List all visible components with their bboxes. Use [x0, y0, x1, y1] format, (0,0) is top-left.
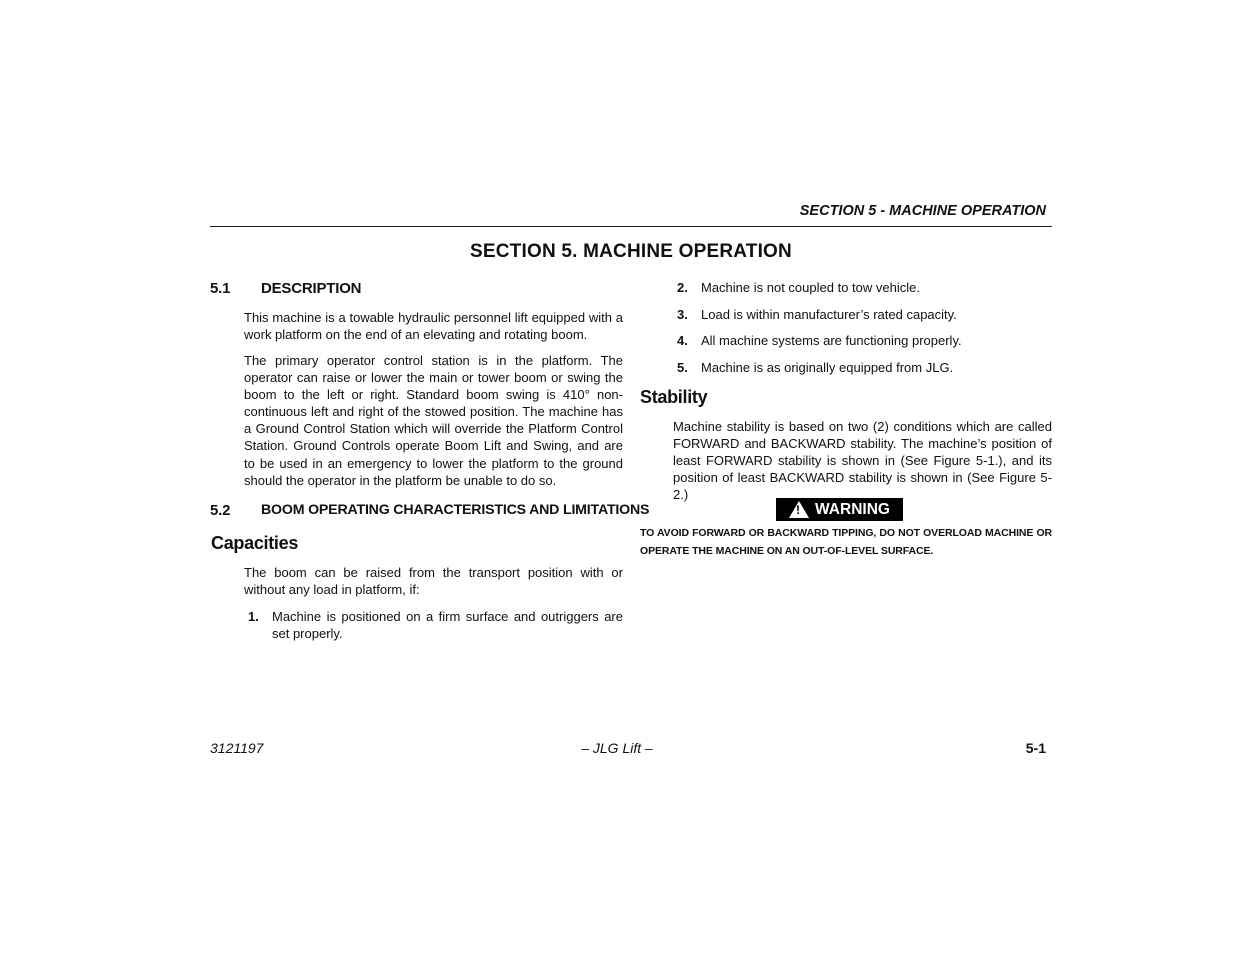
warning-label: WARNING [815, 500, 890, 518]
list-text: Machine is positioned on a firm surface and outriggers are set properly. [272, 609, 623, 642]
list-number: 5. [677, 360, 688, 375]
warning-triangle-icon: ! [789, 501, 809, 518]
footer-center: – JLG Lift – [581, 740, 653, 756]
list-number: 3. [677, 307, 688, 322]
heading-text: BOOM OPERATING CHARACTERISTICS AND LIMITATIONS [261, 502, 650, 518]
list-item [673, 332, 1052, 350]
list-item [673, 359, 1052, 377]
heading-text: DESCRIPTION [261, 280, 362, 297]
list-item [673, 279, 1052, 297]
running-header: SECTION 5 - MACHINE OPERATION [799, 203, 1046, 219]
heading-number: 5.1 [210, 280, 231, 297]
footer-page-number: 5-1 [1025, 740, 1046, 756]
list-text: Load is within manufacturer’s rated capacity. [701, 307, 957, 322]
stability-heading: Stability [640, 387, 708, 407]
description-paragraph-2: The primary operator control station is in the platform. The operator can raise or lower the main or tower boom or swing the boom to the left or right. Standard boom swing is 410° non-continuous left and right of the stowed position. The machine has a Ground Control Station which will override the Platform Control Station. Ground Controls operate Boom Lift and Swing, and are to be used in an emergency to lower the platform to the ground should the operator in the platform be unable to do so. [244, 353, 623, 488]
warning-text: TO AVOID FORWARD OR BACKWARD TIPPING, DO NOT OVERLOAD MACHINE OR OPERATE THE MACHINE ON AN OUT-OF-LEVEL SURFACE. [640, 527, 1052, 557]
heading-5-1 [210, 280, 625, 300]
list-text: Machine is not coupled to tow vehicle. [701, 280, 920, 295]
list-number: 2. [677, 280, 688, 295]
heading-5-2 [210, 502, 650, 522]
list-number: 1. [248, 609, 259, 624]
list-number: 4. [677, 333, 688, 348]
list-text: All machine systems are functioning properly. [701, 333, 962, 348]
description-paragraph-1: This machine is a towable hydraulic personnel lift equipped with a work platform on the end of an elevating and rotating boom. [244, 310, 623, 343]
stability-paragraph: Machine stability is based on two (2) conditions which are called FORWARD and BACKWARD stability. The machine’s position of least FORWARD stability is shown in (See Figure 5-1.), and its position of least BACKWARD stability is shown in (See Figure 5-2.) [673, 419, 1052, 503]
list-item [244, 608, 623, 644]
footer-doc-number: 3121197 [210, 740, 264, 756]
capacities-heading: Capacities [211, 533, 299, 553]
warning-badge [776, 498, 903, 521]
section-title: SECTION 5. MACHINE OPERATION [470, 241, 792, 262]
heading-number: 5.2 [210, 502, 231, 519]
capacities-intro: The boom can be raised from the transport position with or without any load in platform, if: [244, 565, 623, 598]
list-item [673, 306, 1052, 324]
header-rule [210, 226, 1052, 227]
list-text: Machine is as originally equipped from JLG. [701, 360, 954, 375]
